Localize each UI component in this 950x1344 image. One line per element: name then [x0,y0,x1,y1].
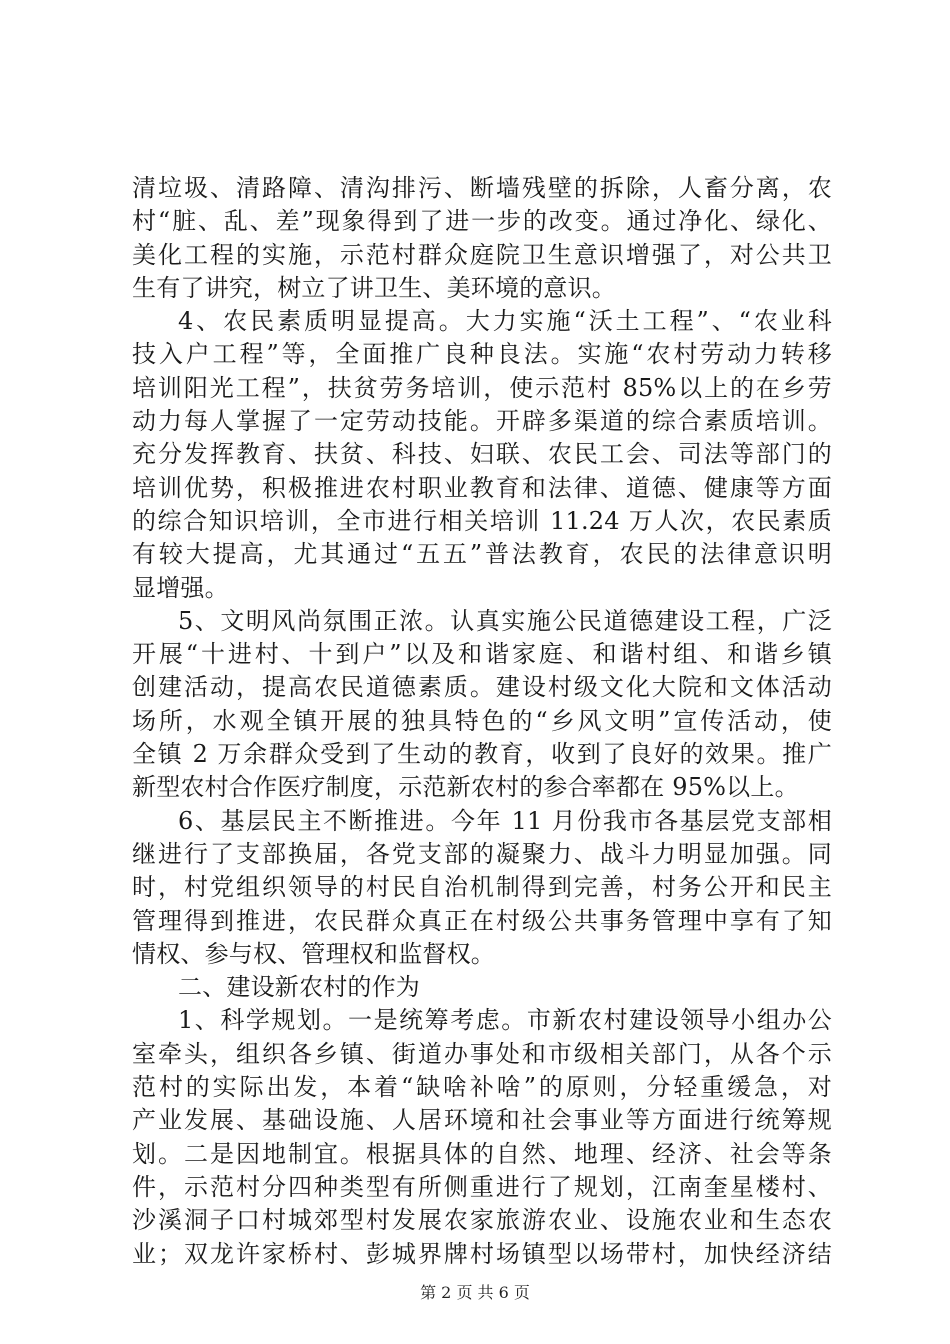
page-footer: 第 2 页 共 6 页 [420,1283,530,1302]
text-line: 新型农村合作医疗制度，示范新农村的参合率都在 95%以上。 [132,773,799,802]
text-line: 情权、参与权、管理权和监督权。 [132,939,495,968]
text-line: 全镇 2 万余群众受到了生动的教育，收到了良好的效果。推广 [132,740,832,769]
text-line: 业；双龙许家桥村、彭城界牌村场镇型以场带村，加快经济结 [132,1239,832,1268]
text-line: 沙溪洞子口村城郊型村发展农家旅游农业、设施农业和生态农 [132,1206,832,1235]
text-line: 二、建设新农村的作为 [178,973,420,1002]
document-body [132,172,832,1271]
text-line: 范村的实际出发，本着“缺啥补啥”的原则，分轻重缓急，对 [132,1073,832,1102]
text-line: 场所，水观全镇开展的独具特色的“乡风文明”宣传活动，使 [132,706,832,735]
text-line: 有较大提高，尤其通过“五五”普法教育，农民的法律意识明 [132,540,832,569]
text-line: 6、基层民主不断推进。今年 11 月份我市各基层党支部相 [178,806,832,835]
text-line: 充分发挥教育、扶贫、科技、妇联、农民工会、司法等部门的 [132,440,832,469]
text-line: 继进行了支部换届，各党支部的凝聚力、战斗力明显加强。同 [132,839,832,868]
text-line: 4、农民素质明显提高。大力实施“沃土工程”、“农业科 [178,307,832,336]
text-line: 开展“十进村、十到户”以及和谐家庭、和谐村组、和谐乡镇 [132,640,832,669]
text-line: 清垃圾、清路障、清沟排污、断墙残壁的拆除，人畜分离，农 [132,174,832,202]
text-line: 培训阳光工程”，扶贫劳务培训，使示范村 85%以上的在乡劳 [132,373,832,402]
text-line: 时，村党组织领导的村民自治机制得到完善，村务公开和民主 [132,873,832,902]
text-line: 产业发展、基础设施、人居环境和社会事业等方面进行统筹规 [132,1106,832,1135]
text-line: 显增强。 [132,573,229,602]
text-line: 室牵头，组织各乡镇、街道办事处和市级相关部门，从各个示 [132,1039,832,1068]
text-line: 1、科学规划。一是统筹考虑。市新农村建设领导小组办公 [178,1006,832,1035]
text-line: 村“脏、乱、差”现象得到了进一步的改变。通过净化、绿化、 [132,207,832,236]
text-line: 件，示范村分四种类型有所侧重进行了规划，江南奎星楼村、 [132,1172,832,1201]
text-line: 划。二是因地制宜。根据具体的自然、地理、经济、社会等条 [132,1139,832,1168]
text-line: 培训优势，积极推进农村职业教育和法律、道德、健康等方面 [132,473,832,502]
text-line: 5、文明风尚氛围正浓。认真实施公民道德建设工程，广泛 [178,606,832,635]
text-line: 动力每人掌握了一定劳动技能。开辟多渠道的综合素质培训。 [132,407,832,436]
text-line: 美化工程的实施，示范村群众庭院卫生意识增强了，对公共卫 [132,240,832,269]
text-line: 生有了讲究，树立了讲卫生、美环境的意识。 [132,273,616,302]
text-line: 技入户工程”等，全面推广良种良法。实施“农村劳动力转移 [132,340,832,369]
text-line: 的综合知识培训，全市进行相关培训 11.24 万人次，农民素质 [132,506,832,535]
text-line: 管理得到推进，农民群众真正在村级公共事务管理中享有了知 [132,906,832,935]
text-line: 创建活动，提高农民道德素质。建设村级文化大院和文体活动 [132,673,832,702]
